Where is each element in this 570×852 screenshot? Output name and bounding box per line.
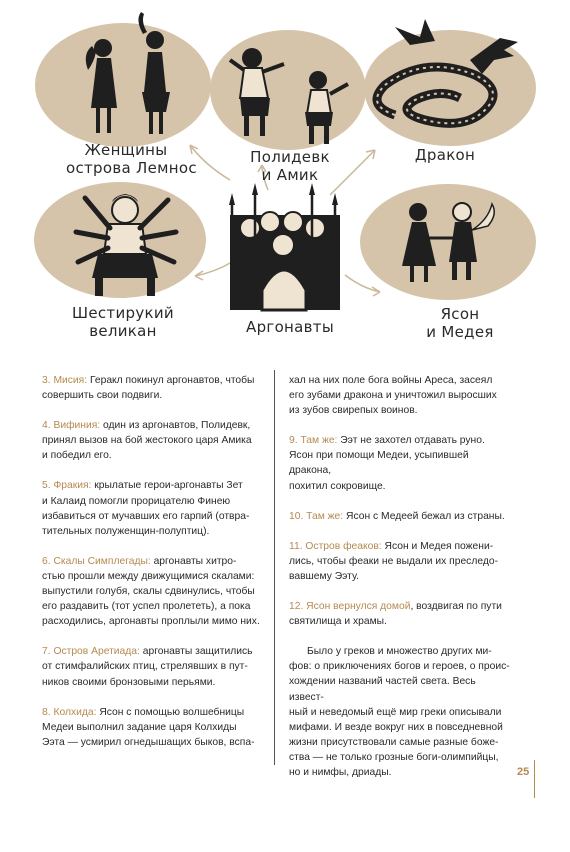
entry-5: 5. Фракия: крылатые герои-аргонавты Зет и Калаид помогли прорицателю Финею избавиться от мучавших его гарпий (отвра- тительных полуженщин-полуптиц).	[42, 480, 250, 537]
entry-6: 6. Скалы Симплегады: аргонавты хитро- стью прошли между движущимися скалами: выпустили голубя, скалы сдвинулись, чтобы его раздавить (тот успел пролететь), а пока расходились, аргонавты проплыли мимо них.	[42, 555, 260, 628]
argonauts-illustration	[0, 0, 570, 355]
page-number-rule	[534, 760, 535, 798]
caption-lemnos: Женщины острова Лемнос	[66, 141, 197, 177]
entry-4: 4. Вифиния: один из аргонавтов, Полидевк, принял вызов на бой жестокого царя Амика и победил его.	[42, 420, 252, 462]
entry-3: 3. Мисия: Геракл покинул аргонавтов, чтобы совершить свои подвиги.	[42, 375, 255, 402]
argonauts-drawing	[229, 183, 340, 310]
entry-8: 8. Колхида: Ясон с помощью волшебницы Медеи выполнил задание царя Колхиды Ээта — усмирил огнедышащих быков, вспа-	[42, 706, 255, 748]
polydeuces-blob	[210, 30, 366, 150]
entry-11: 11. Остров феаков: Ясон и Медея пожени- лись, чтобы феаки не выдали их преследо- вавшему Ээту.	[289, 540, 498, 582]
page-number: 25	[517, 766, 530, 778]
entry-12: 12. Ясон вернулся домой, воздвигая по пути святилища и храмы.	[289, 601, 502, 628]
dragon-blob	[364, 30, 536, 146]
entry-10: 10. Там же: Ясон с Медеей бежал из страны.	[289, 510, 505, 522]
caption-polydeuces: Полидевк и Амик	[250, 148, 330, 184]
caption-dragon: Дракон	[414, 146, 476, 164]
caption-argonauts: Аргонавты	[246, 318, 334, 336]
entry-8-continued: хал на них поле бога войны Ареса, засеял его зубами дракона и уничтожил выросших из зубов свирепых воинов.	[289, 375, 497, 417]
entry-7: 7. Остров Аретиада: аргонавты защитились от стимфалийских птиц, стрелявших в пут- ников своими бронзовыми перьями.	[42, 646, 253, 688]
entry-9: 9. Там же: Ээт не захотел отдавать руно. Ясон при помощи Медеи, усыпившей дракона, похитил сокровище.	[289, 435, 485, 492]
closing-paragraph: Было у греков и множество других ми- фов: о приключениях богов и героев, о проис- хождении названий частей света. Весь извест- ный и неведомый ещё мир греки описывали мифами. И везде вокруг них в повседневной жизни присутствовали самые разные боже- ства — не только грозные боги-олимпийцы, но и нимфы, дриады.	[289, 646, 510, 778]
jason-blob	[360, 184, 536, 300]
left-column	[42, 373, 264, 765]
caption-giant: Шестирукий великан	[72, 304, 174, 340]
caption-jason: Ясон и Медея	[426, 305, 494, 341]
lemnos-blob	[35, 23, 211, 147]
right-column	[289, 373, 511, 780]
column-divider	[274, 370, 275, 765]
